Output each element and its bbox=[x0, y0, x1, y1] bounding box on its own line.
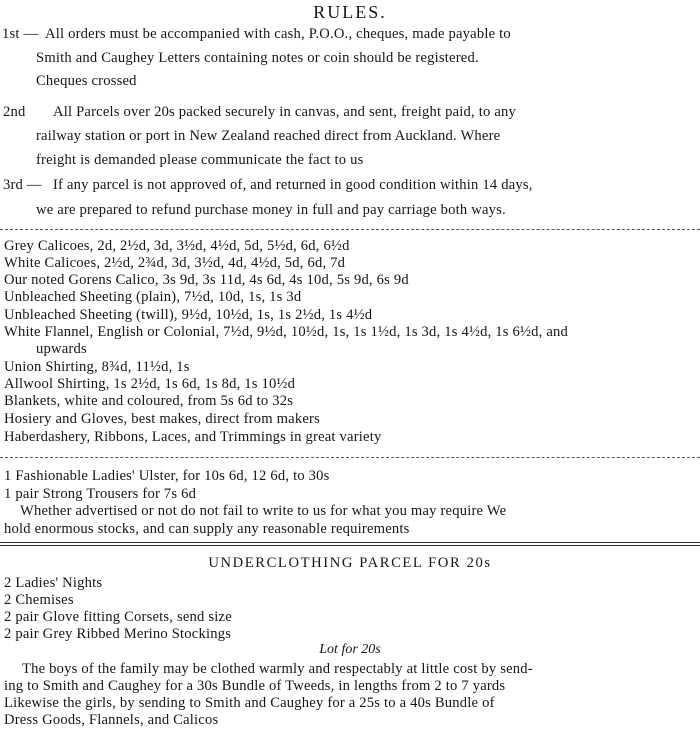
price-white-flannel: White Flannel, English or Colonial, 7½d, 9½d, 10½d, 1s, 1s 1½d, 1s 3d, 1s 4½d, 1s 6½d, and bbox=[4, 324, 569, 340]
closing-line-2: ing to Smith and Caughey for a 30s Bundle of Tweeds, in lengths from 2 to 7 yards bbox=[4, 678, 506, 694]
price-blankets: Blankets, white and coloured, from 5s 6d to 32s bbox=[4, 393, 294, 409]
rule-2-line-1: All Parcels over 20s packed securely in canvas, and sent, freight paid, to any bbox=[53, 104, 516, 120]
offer-ulster: 1 Fashionable Ladies' Ulster, for 10s 6d, 12 6d, to 30s bbox=[4, 468, 330, 484]
rule-2-line-3: freight is demanded please communicate the fact to us bbox=[36, 152, 364, 168]
rule-1-line-1: All orders must be accompanied with cash, P.O.O., cheques, made payable to bbox=[45, 26, 511, 42]
rule-1-line-2: Smith and Caughey Letters containing notes or coin should be registered. bbox=[36, 50, 479, 66]
rule-3-line-2: we are prepared to refund purchase money in full and pay carriage both ways. bbox=[36, 202, 506, 218]
rules-title: RULES. bbox=[313, 2, 387, 22]
parcel-item: 2 Chemises bbox=[4, 592, 74, 608]
price-white-flannel-cont: upwards bbox=[36, 341, 87, 357]
price-allwool-shirting: Allwool Shirting, 1s 2½d, 1s 6d, 1s 8d, 1s 10½d bbox=[4, 376, 296, 392]
price-hosiery: Hosiery and Gloves, best makes, direct from makers bbox=[4, 411, 320, 427]
closing-line-3: Likewise the girls, by sending to Smith and Caughey for a 25s to a 40s Bundle of bbox=[4, 695, 495, 711]
price-haberdashery: Haberdashery, Ribbons, Laces, and Trimmings in great variety bbox=[4, 429, 382, 445]
rule-2-line-2: railway station or port in New Zealand reached direct from Auckland. Where bbox=[36, 128, 501, 144]
price-grey-calicoes: Grey Calicoes, 2d, 2½d, 3d, 3½d, 4½d, 5d, 5½d, 6d, 6½d bbox=[4, 238, 350, 254]
rule-1-line-3: Cheques crossed bbox=[36, 73, 137, 89]
rule-3-line-1: If any parcel is not approved of, and returned in good condition within 14 days, bbox=[53, 177, 533, 193]
rule-3-marker: 3rd — bbox=[3, 177, 42, 193]
offer-trousers: 1 pair Strong Trousers for 7s 6d bbox=[4, 486, 197, 502]
closing-line-4: Dress Goods, Flannels, and Calicos bbox=[4, 712, 219, 728]
price-gorens-calico: Our noted Gorens Calico, 3s 9d, 3s 11d, 4s 6d, 4s 10d, 5s 9d, 6s 9d bbox=[4, 272, 409, 288]
price-unbleached-twill: Unbleached Sheeting (twill), 9½d, 10½d, 1s, 1s 2½d, 1s 4½d bbox=[4, 307, 373, 323]
parcel-item: 2 pair Glove fitting Corsets, send size bbox=[4, 609, 232, 625]
price-white-calicoes: White Calicoes, 2½d, 2¾d, 3d, 3½d, 4d, 4½d, 5d, 6d, 7d bbox=[4, 255, 346, 271]
section-divider bbox=[0, 545, 700, 546]
rule-2-marker: 2nd bbox=[3, 104, 26, 120]
section-divider bbox=[0, 229, 700, 230]
rule-1-marker: 1st — bbox=[2, 26, 39, 42]
price-union-shirting: Union Shirting, 8¾d, 11½d, 1s bbox=[4, 359, 190, 375]
section-divider bbox=[0, 457, 700, 458]
offer-note-line-1: Whether advertised or not do not fail to write to us for what you may require We bbox=[20, 503, 507, 519]
section-divider bbox=[0, 542, 700, 543]
closing-line-1: The boys of the family may be clothed warmly and respectably at little cost by send- bbox=[22, 661, 533, 677]
parcel-item: 2 pair Grey Ribbed Merino Stockings bbox=[4, 626, 232, 642]
parcel-title: UNDERCLOTHING PARCEL FOR 20s bbox=[208, 555, 492, 571]
price-unbleached-plain: Unbleached Sheeting (plain), 7½d, 10d, 1s, 1s 3d bbox=[4, 289, 302, 305]
offer-note-line-2: hold enormous stocks, and can supply any reasonable requirements bbox=[4, 521, 410, 537]
parcel-item: 2 Ladies' Nights bbox=[4, 575, 103, 591]
parcel-lot-label: Lot for 20s bbox=[319, 642, 381, 657]
